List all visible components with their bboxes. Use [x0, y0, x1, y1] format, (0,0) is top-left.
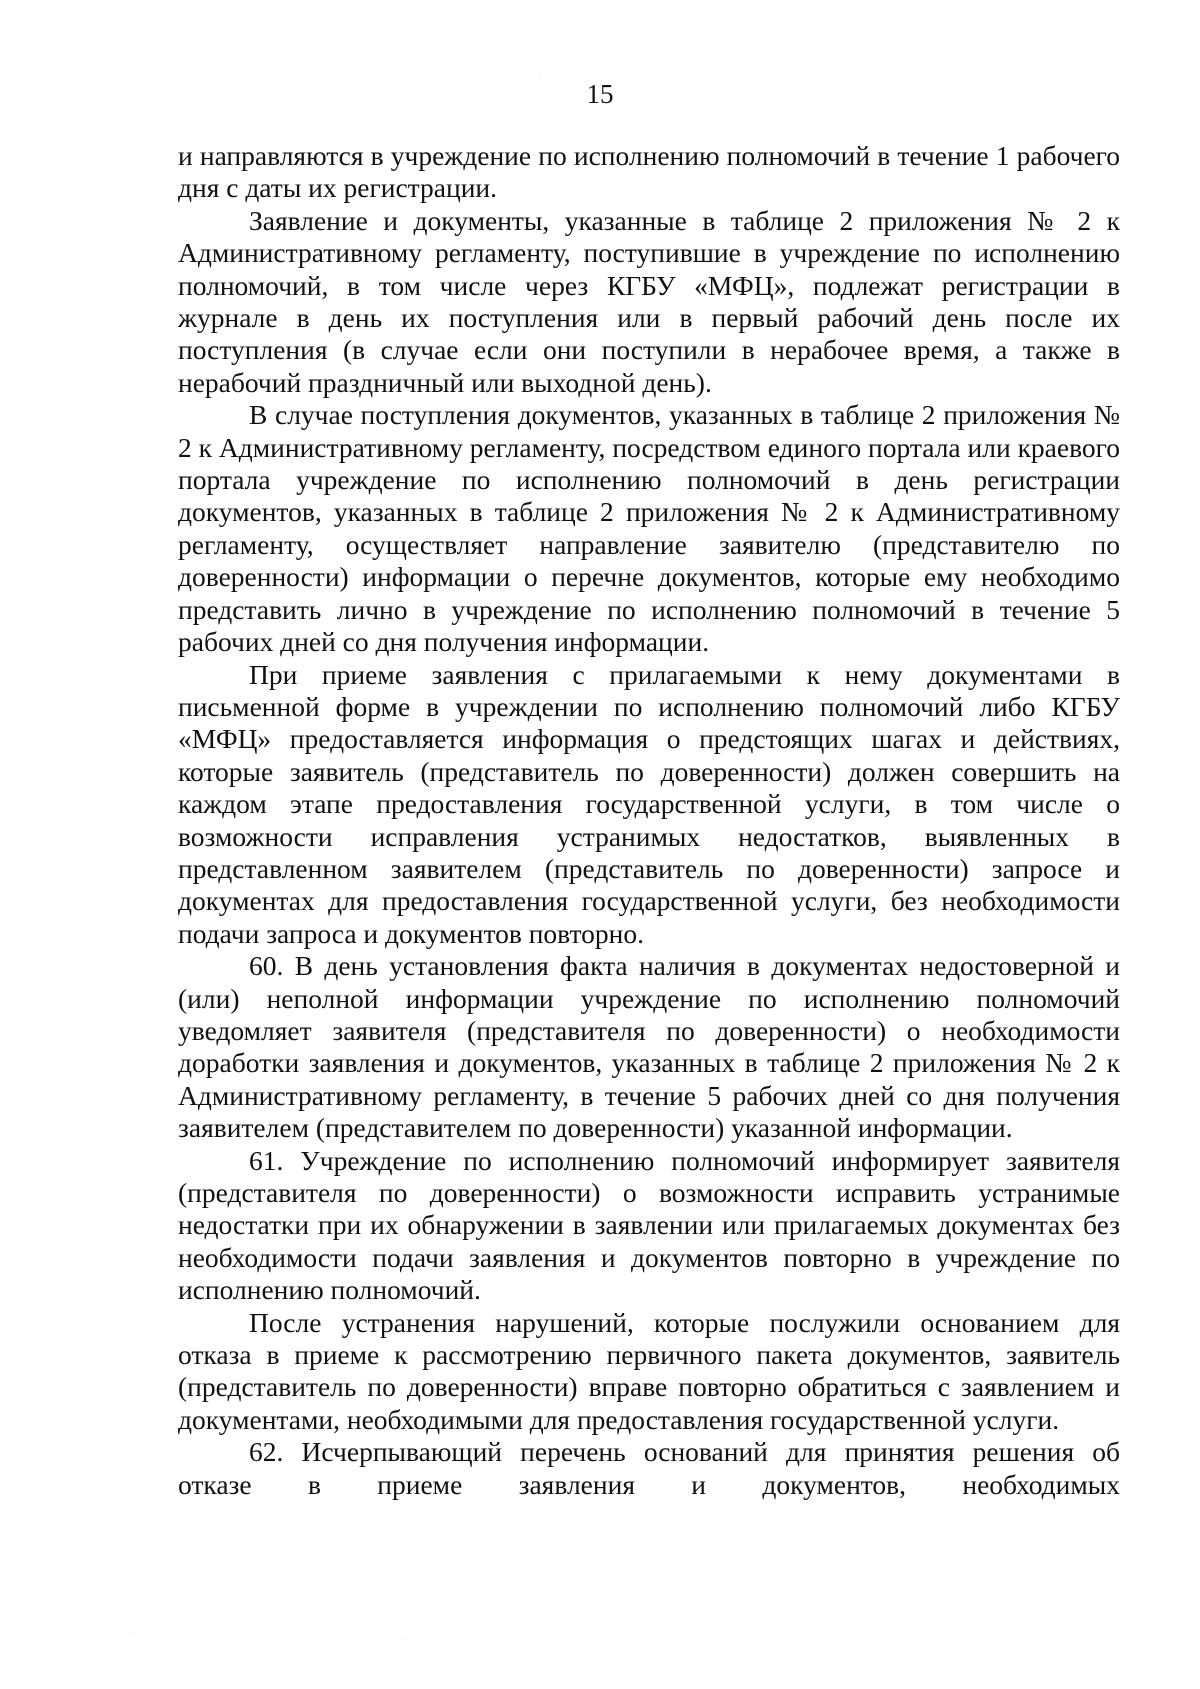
paragraph-portal-submission: В случае поступления документов, указанных в таблице 2 приложения № 2 к Административному регламенту, посредством единого портала или краевого портала учреждение по исполнению полномочий в день регистрации документов, указанных в таблице 2 приложения № 2 к Административному регламенту, осуществляет направление заявителю (представителю по доверенности) информации о перечне документов, которые ему необходимо представить лично в учреждение по исполнению полномочий в течение 5 рабочих дней со дня получения информации.	[178, 399, 1120, 658]
paragraph-clause-60: 60. В день установления факта наличия в документах недостоверной и (или) неполной информации учреждение по исполнению полномочий уведомляет заявителя (представителя по доверенности) о необходимости доработки заявления и документов, указанных в таблице 2 приложения № 2 к Административному регламенту, в течение 5 рабочих дней со дня получения заявителем (представителем по доверенности) указанной информации.	[178, 950, 1120, 1144]
paragraph-written-submission: При приеме заявления с прилагаемыми к нему документами в письменной форме в учреждении по исполнению полномочий либо КГБУ «МФЦ» предоставляется информация о предстоящих шагах и действиях, которые заявитель (представитель по доверенности) должен совершить на каждом этапе предоставления государственной услуги, в том числе о возможности исправления устранимых недостатков, выявленных в представленном заявителем (представитель по доверенности) запросе и документах для предоставления государственной услуги, без необходимости подачи запроса и документов повторно.	[178, 658, 1120, 949]
paragraph-after-correction: После устранения нарушений, которые послужили основанием для отказа в приеме к рассмотрению первичного пакета документов, заявитель (представитель по доверенности) вправе повторно обратиться с заявлением и документами, необходимыми для предоставления государственной услуги.	[178, 1306, 1120, 1435]
scan-speck	[405, 1638, 406, 1639]
scan-speck	[133, 1633, 134, 1634]
paragraph-clause-62: 62. Исчерпывающий перечень оснований для принятия решения об отказе в приеме заявления и документов, необходимых	[178, 1436, 1120, 1500]
paragraph-registration: Заявление и документы, указанные в таблице 2 приложения № 2 к Административному регламенту, поступившие в учреждение по исполнению полномочий, в том числе через КГБУ «МФЦ», подлежат регистрации в журнале в день их поступления или в первый рабочий день после их поступления (в случае если они поступили в нерабочее время, а также в нерабочий праздничный или выходной день).	[178, 204, 1120, 398]
document-body	[178, 140, 1120, 1501]
page-number: 15	[586, 79, 614, 109]
paragraph-continuation: и направляются в учреждение по исполнению полномочий в течение 1 рабочего дня с даты их регистрации.	[178, 140, 1120, 204]
paragraph-clause-61: 61. Учреждение по исполнению полномочий информирует заявителя (представителя по доверенности) о возможности исправить устранимые недостатки при их обнаружении в заявлении или прилагаемых документах без необходимости подачи заявления и документов повторно в учреждение по исполнению полномочий.	[178, 1144, 1120, 1306]
scan-speck	[540, 75, 541, 76]
